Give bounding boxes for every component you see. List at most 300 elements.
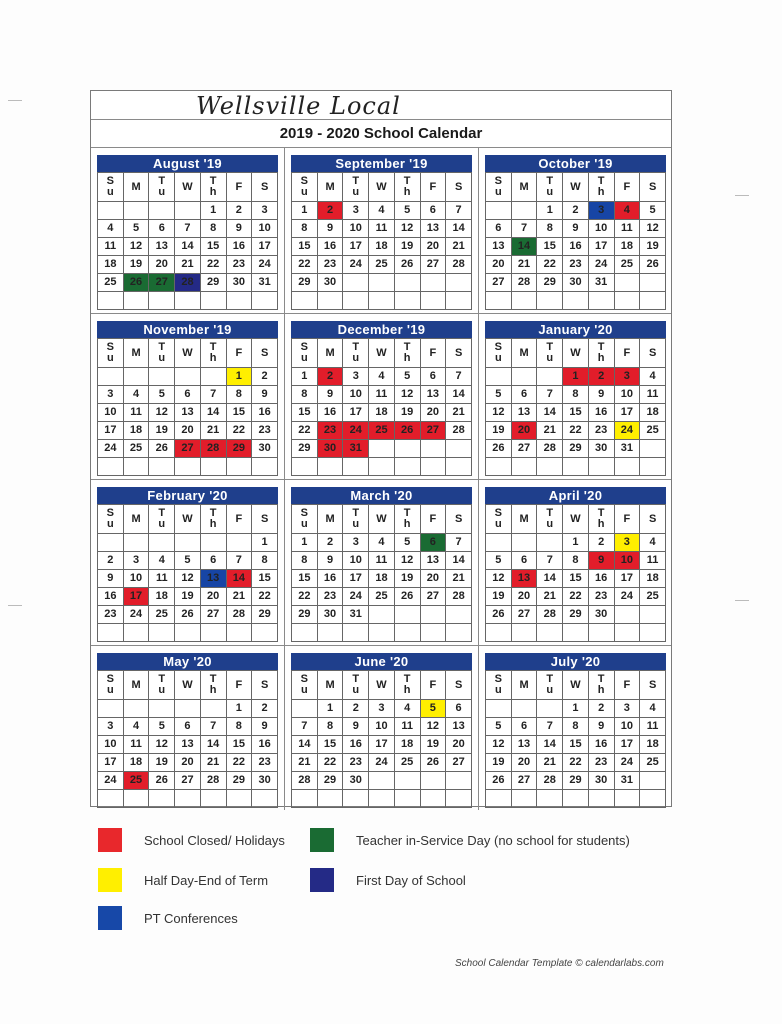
- day-cell: 7: [446, 534, 472, 552]
- empty-day-cell: [446, 458, 472, 476]
- day-cell: 17: [369, 736, 395, 754]
- day-cell: 18: [640, 736, 666, 754]
- day-cell: 9: [317, 220, 343, 238]
- weekday-header: W: [563, 505, 589, 534]
- weekday-header: T u: [343, 339, 369, 368]
- day-cell: 7: [175, 220, 201, 238]
- empty-day-cell: [446, 606, 472, 624]
- day-cell: 26: [123, 274, 149, 292]
- empty-day-cell: [149, 458, 175, 476]
- day-cell: 6: [486, 220, 512, 238]
- day-cell: 11: [98, 238, 124, 256]
- day-cell: 6: [200, 552, 226, 570]
- week-row: [98, 790, 278, 808]
- empty-day-cell: [420, 606, 446, 624]
- month-cell: [91, 148, 285, 314]
- week-row: [98, 238, 278, 256]
- day-cell: 9: [317, 386, 343, 404]
- day-cell: 16: [98, 588, 124, 606]
- day-cell: 31: [588, 274, 614, 292]
- empty-day-cell: [252, 624, 278, 642]
- empty-day-cell: [149, 624, 175, 642]
- week-row: [98, 386, 278, 404]
- empty-day-cell: [149, 700, 175, 718]
- day-cell: 23: [317, 422, 343, 440]
- school-name: Wellsville Local: [196, 92, 401, 120]
- day-cell: 29: [563, 440, 589, 458]
- week-row: [486, 570, 666, 588]
- day-cell: 29: [200, 274, 226, 292]
- day-cell: 23: [588, 754, 614, 772]
- empty-day-cell: [123, 624, 149, 642]
- day-cell: 20: [175, 422, 201, 440]
- day-cell: 17: [252, 238, 278, 256]
- day-cell: 19: [640, 238, 666, 256]
- month-header: March '20: [291, 487, 472, 504]
- empty-day-cell: [175, 624, 201, 642]
- day-cell: 22: [537, 256, 563, 274]
- day-cell: 30: [226, 274, 252, 292]
- day-cell: 5: [394, 202, 420, 220]
- weekday-header: T u: [149, 339, 175, 368]
- empty-day-cell: [292, 292, 318, 310]
- week-row: [98, 552, 278, 570]
- empty-day-cell: [640, 790, 666, 808]
- empty-day-cell: [369, 772, 395, 790]
- day-cell: 4: [149, 552, 175, 570]
- empty-day-cell: [446, 292, 472, 310]
- day-cell: 18: [640, 404, 666, 422]
- empty-day-cell: [588, 790, 614, 808]
- day-cell: 31: [343, 440, 369, 458]
- day-cell: 29: [292, 606, 318, 624]
- weekday-header: W: [175, 339, 201, 368]
- day-cell: 2: [343, 700, 369, 718]
- day-cell: 7: [537, 552, 563, 570]
- weekday-header: S u: [292, 671, 318, 700]
- pt-conferences-swatch-icon: [98, 906, 122, 930]
- day-cell: 4: [98, 220, 124, 238]
- month-calendar: [291, 321, 472, 476]
- empty-day-cell: [149, 202, 175, 220]
- empty-day-cell: [369, 606, 395, 624]
- day-cell: 31: [614, 772, 640, 790]
- month-header: November '19: [97, 321, 278, 338]
- month-calendar: [485, 321, 666, 476]
- week-row: [486, 220, 666, 238]
- first-day-swatch-icon: [310, 868, 334, 892]
- empty-day-cell: [200, 534, 226, 552]
- day-cell: 1: [563, 368, 589, 386]
- day-cell: 10: [343, 552, 369, 570]
- week-row: [292, 588, 472, 606]
- day-cell: 20: [420, 404, 446, 422]
- day-cell: 17: [614, 736, 640, 754]
- legend-item-inservice: [310, 828, 630, 852]
- empty-day-cell: [446, 274, 472, 292]
- day-cell: 20: [149, 256, 175, 274]
- day-cell: 28: [292, 772, 318, 790]
- month-header: January '20: [485, 321, 666, 338]
- day-cell: 18: [640, 570, 666, 588]
- weekday-header: W: [563, 173, 589, 202]
- week-row: [486, 386, 666, 404]
- week-row: [292, 202, 472, 220]
- day-cell: 25: [640, 588, 666, 606]
- week-row: [486, 202, 666, 220]
- week-row: [98, 534, 278, 552]
- day-cell: 6: [175, 718, 201, 736]
- empty-day-cell: [640, 292, 666, 310]
- weekday-header: F: [614, 671, 640, 700]
- weekday-header: S u: [486, 173, 512, 202]
- empty-day-cell: [200, 458, 226, 476]
- empty-day-cell: [317, 790, 343, 808]
- day-cell: 23: [317, 256, 343, 274]
- weekday-header: M: [511, 671, 537, 700]
- day-cell: 22: [200, 256, 226, 274]
- weekday-header: F: [420, 339, 446, 368]
- empty-day-cell: [614, 458, 640, 476]
- day-cell: 15: [292, 404, 318, 422]
- day-cell: 7: [200, 386, 226, 404]
- empty-day-cell: [98, 368, 124, 386]
- day-cell: 9: [563, 220, 589, 238]
- day-cell: 11: [640, 718, 666, 736]
- day-cell: 19: [486, 422, 512, 440]
- empty-day-cell: [175, 292, 201, 310]
- weekday-header: T h: [394, 173, 420, 202]
- day-cell: 27: [420, 256, 446, 274]
- day-cell: 19: [394, 238, 420, 256]
- week-row: [292, 274, 472, 292]
- day-cell: 17: [614, 570, 640, 588]
- empty-day-cell: [486, 202, 512, 220]
- day-cell: 23: [252, 754, 278, 772]
- month-table: [97, 504, 278, 642]
- empty-day-cell: [343, 458, 369, 476]
- month-table: [485, 172, 666, 310]
- week-row: [292, 552, 472, 570]
- week-row: [98, 404, 278, 422]
- week-row: [292, 238, 472, 256]
- day-cell: 9: [226, 220, 252, 238]
- day-cell: 24: [614, 754, 640, 772]
- weekday-header: F: [614, 173, 640, 202]
- weekday-header: S: [446, 339, 472, 368]
- month-header: April '20: [485, 487, 666, 504]
- day-cell: 30: [588, 606, 614, 624]
- day-cell: 15: [537, 238, 563, 256]
- week-row: [98, 588, 278, 606]
- closed-swatch-icon: [98, 828, 122, 852]
- weekday-header: S u: [292, 339, 318, 368]
- day-cell: 3: [369, 700, 395, 718]
- calendar-title: 2019 - 2020 School Calendar: [91, 120, 671, 148]
- week-row: [292, 440, 472, 458]
- empty-day-cell: [394, 772, 420, 790]
- empty-day-cell: [149, 292, 175, 310]
- day-cell: 22: [563, 754, 589, 772]
- empty-day-cell: [226, 534, 252, 552]
- empty-day-cell: [420, 292, 446, 310]
- day-cell: 21: [537, 754, 563, 772]
- day-cell: 16: [252, 404, 278, 422]
- day-cell: 13: [511, 570, 537, 588]
- day-cell: 1: [200, 202, 226, 220]
- empty-day-cell: [317, 292, 343, 310]
- day-cell: 20: [446, 736, 472, 754]
- empty-day-cell: [175, 534, 201, 552]
- weekday-header: T u: [343, 671, 369, 700]
- weekday-header: M: [317, 671, 343, 700]
- day-cell: 7: [511, 220, 537, 238]
- day-cell: 25: [394, 754, 420, 772]
- day-cell: 25: [640, 422, 666, 440]
- day-cell: 16: [343, 736, 369, 754]
- day-cell: 22: [226, 422, 252, 440]
- day-cell: 5: [149, 386, 175, 404]
- day-cell: 1: [226, 368, 252, 386]
- day-cell: 16: [317, 570, 343, 588]
- day-cell: 24: [98, 440, 124, 458]
- month-header: June '20: [291, 653, 472, 670]
- week-row: [98, 606, 278, 624]
- weekday-header: T h: [394, 339, 420, 368]
- day-cell: 23: [252, 422, 278, 440]
- day-cell: 7: [446, 202, 472, 220]
- empty-day-cell: [537, 624, 563, 642]
- week-row: [292, 368, 472, 386]
- week-row: [486, 274, 666, 292]
- week-row: [98, 422, 278, 440]
- empty-day-cell: [446, 440, 472, 458]
- day-cell: 5: [486, 718, 512, 736]
- day-cell: 26: [486, 772, 512, 790]
- day-cell: 30: [588, 772, 614, 790]
- day-cell: 8: [537, 220, 563, 238]
- week-row: [486, 790, 666, 808]
- weekday-header: T u: [149, 671, 175, 700]
- day-cell: 14: [446, 220, 472, 238]
- empty-day-cell: [394, 274, 420, 292]
- day-cell: 16: [588, 570, 614, 588]
- day-cell: 3: [614, 368, 640, 386]
- day-cell: 13: [420, 386, 446, 404]
- empty-day-cell: [98, 624, 124, 642]
- day-cell: 9: [588, 386, 614, 404]
- day-cell: 27: [486, 274, 512, 292]
- empty-day-cell: [420, 274, 446, 292]
- day-cell: 26: [175, 606, 201, 624]
- empty-day-cell: [123, 458, 149, 476]
- day-cell: 11: [614, 220, 640, 238]
- day-cell: 27: [420, 588, 446, 606]
- empty-day-cell: [369, 458, 395, 476]
- day-cell: 1: [317, 700, 343, 718]
- weekday-header: T h: [200, 671, 226, 700]
- empty-day-cell: [511, 292, 537, 310]
- empty-day-cell: [394, 458, 420, 476]
- day-cell: 20: [420, 570, 446, 588]
- empty-day-cell: [420, 790, 446, 808]
- week-row: [292, 404, 472, 422]
- month-calendar: [485, 155, 666, 310]
- week-row: [486, 238, 666, 256]
- legend-item-half-day: [98, 868, 268, 892]
- day-cell: 17: [98, 422, 124, 440]
- day-cell: 31: [252, 274, 278, 292]
- day-cell: 3: [123, 552, 149, 570]
- day-cell: 14: [226, 570, 252, 588]
- weekday-header: S: [252, 173, 278, 202]
- month-cell: [91, 314, 285, 480]
- empty-day-cell: [123, 700, 149, 718]
- day-cell: 17: [343, 404, 369, 422]
- day-cell: 31: [614, 440, 640, 458]
- day-cell: 10: [588, 220, 614, 238]
- week-row: [292, 292, 472, 310]
- day-cell: 5: [640, 202, 666, 220]
- empty-day-cell: [420, 458, 446, 476]
- day-cell: 27: [511, 772, 537, 790]
- day-cell: 10: [614, 718, 640, 736]
- day-cell: 26: [394, 422, 420, 440]
- week-row: [292, 606, 472, 624]
- weekday-header: W: [369, 505, 395, 534]
- day-cell: 30: [317, 274, 343, 292]
- empty-day-cell: [486, 700, 512, 718]
- day-cell: 19: [394, 570, 420, 588]
- day-cell: 1: [252, 534, 278, 552]
- week-row: [486, 772, 666, 790]
- weekday-header: T u: [537, 505, 563, 534]
- day-cell: 2: [252, 368, 278, 386]
- week-row: [98, 220, 278, 238]
- weekday-header: S u: [486, 505, 512, 534]
- empty-day-cell: [588, 624, 614, 642]
- week-row: [292, 220, 472, 238]
- weekday-header: F: [226, 339, 252, 368]
- day-cell: 9: [252, 386, 278, 404]
- empty-day-cell: [486, 458, 512, 476]
- weekday-header: S u: [292, 505, 318, 534]
- weekday-header: M: [511, 173, 537, 202]
- day-cell: 11: [640, 386, 666, 404]
- week-row: [486, 736, 666, 754]
- empty-day-cell: [149, 790, 175, 808]
- empty-day-cell: [200, 700, 226, 718]
- day-cell: 14: [446, 386, 472, 404]
- day-cell: 26: [394, 256, 420, 274]
- day-cell: 22: [563, 422, 589, 440]
- day-cell: 19: [394, 404, 420, 422]
- empty-day-cell: [226, 458, 252, 476]
- empty-day-cell: [343, 790, 369, 808]
- weekday-header: T u: [149, 505, 175, 534]
- empty-day-cell: [511, 202, 537, 220]
- month-header: July '20: [485, 653, 666, 670]
- weekday-header: M: [317, 173, 343, 202]
- day-cell: 2: [226, 202, 252, 220]
- weekday-header: T h: [588, 505, 614, 534]
- month-table: [485, 338, 666, 476]
- day-cell: 21: [292, 754, 318, 772]
- day-cell: 23: [317, 588, 343, 606]
- day-cell: 15: [563, 404, 589, 422]
- weekday-header: M: [317, 505, 343, 534]
- week-row: [486, 534, 666, 552]
- day-cell: 8: [292, 220, 318, 238]
- day-cell: 14: [200, 404, 226, 422]
- day-cell: 9: [343, 718, 369, 736]
- weekday-header: F: [420, 505, 446, 534]
- empty-day-cell: [614, 606, 640, 624]
- day-cell: 24: [98, 772, 124, 790]
- day-cell: 4: [640, 368, 666, 386]
- day-cell: 25: [640, 754, 666, 772]
- day-cell: 20: [511, 422, 537, 440]
- empty-day-cell: [420, 624, 446, 642]
- day-cell: 8: [317, 718, 343, 736]
- empty-day-cell: [640, 274, 666, 292]
- empty-day-cell: [252, 292, 278, 310]
- day-cell: 19: [486, 588, 512, 606]
- weekday-header: M: [317, 339, 343, 368]
- day-cell: 28: [200, 772, 226, 790]
- day-cell: 16: [226, 238, 252, 256]
- week-row: [98, 772, 278, 790]
- weekday-header: M: [123, 505, 149, 534]
- day-cell: 18: [98, 256, 124, 274]
- empty-day-cell: [369, 274, 395, 292]
- empty-day-cell: [511, 368, 537, 386]
- day-cell: 13: [511, 404, 537, 422]
- weekday-header: S u: [98, 339, 124, 368]
- week-row: [292, 534, 472, 552]
- day-cell: 3: [614, 700, 640, 718]
- day-cell: 29: [292, 440, 318, 458]
- month-calendar: [485, 653, 666, 808]
- weekday-header: S: [446, 173, 472, 202]
- empty-day-cell: [200, 368, 226, 386]
- day-cell: 28: [446, 256, 472, 274]
- day-cell: 16: [588, 736, 614, 754]
- empty-day-cell: [446, 790, 472, 808]
- scan-artifact: [735, 195, 749, 196]
- weekday-header: W: [369, 339, 395, 368]
- day-cell: 28: [200, 440, 226, 458]
- day-cell: 7: [537, 386, 563, 404]
- empty-day-cell: [537, 700, 563, 718]
- day-cell: 5: [123, 220, 149, 238]
- weekday-header: T u: [537, 173, 563, 202]
- day-cell: 11: [123, 736, 149, 754]
- month-cell: [91, 646, 285, 810]
- empty-day-cell: [98, 292, 124, 310]
- weekday-header: S: [446, 671, 472, 700]
- weekday-header: F: [226, 671, 252, 700]
- month-table: [291, 338, 472, 476]
- day-cell: 1: [563, 700, 589, 718]
- empty-day-cell: [369, 790, 395, 808]
- weekday-header: S u: [486, 339, 512, 368]
- legend-item-first-day: [310, 868, 466, 892]
- day-cell: 10: [252, 220, 278, 238]
- day-cell: 24: [343, 588, 369, 606]
- month-calendar: [97, 155, 278, 310]
- empty-day-cell: [511, 624, 537, 642]
